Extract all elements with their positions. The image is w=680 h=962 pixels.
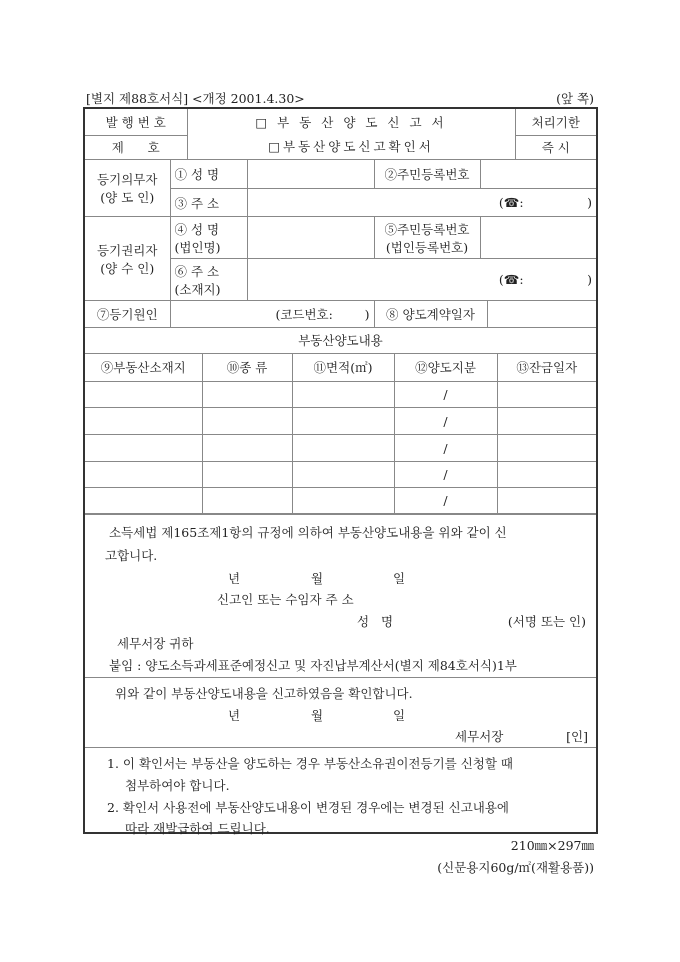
confirmation-month: 월 (311, 708, 324, 723)
title-table (85, 109, 596, 160)
confirmation-text: 위와 같이 부동산양도내용을 신고하였음을 확인합니다. (115, 686, 413, 701)
holder-name-field[interactable] (247, 217, 374, 259)
cell[interactable] (202, 382, 292, 408)
col-share: ⑫양도지분 (394, 354, 497, 382)
cell[interactable] (497, 382, 596, 408)
holder-address-label (170, 259, 247, 301)
cell[interactable]: / (394, 488, 497, 514)
obligor-name-label: ① 성 명 (170, 160, 247, 189)
holder-rrn-label (374, 217, 480, 259)
contract-date-label: ⑧ 양도계약일자 (374, 301, 487, 327)
note-2a: 2. 확인서 사용전에 부동산양도내용이 변경된 경우에는 변경된 신고내용에 (107, 800, 509, 815)
cell[interactable] (292, 382, 394, 408)
obligor-phone: (☎: ) (498, 195, 592, 210)
holder-name-label-1: ④ 성 명 (174, 221, 220, 237)
cause-label: ⑦등기원인 (85, 301, 170, 327)
declaration-month: 월 (311, 571, 324, 586)
declaration-section (85, 514, 596, 677)
table-row (85, 488, 596, 514)
cause-field[interactable] (170, 301, 374, 327)
cell[interactable] (497, 435, 596, 462)
form-header (86, 89, 594, 105)
confirmation-year: 년 (228, 708, 241, 723)
cell[interactable] (85, 408, 202, 435)
col-area: ⑪면적(㎡) (292, 354, 394, 382)
note-1b: 첨부하여야 합니다. (125, 778, 230, 793)
confirmation-section (85, 677, 596, 747)
cell[interactable]: / (394, 408, 497, 435)
cell[interactable] (497, 408, 596, 435)
holder-label (85, 217, 170, 301)
col-balance-date: ⑬잔금일자 (497, 354, 596, 382)
cause-table (85, 301, 596, 354)
declaration-year: 년 (228, 571, 241, 586)
holder-address-label-1: ⑥ 주 소 (174, 263, 220, 279)
cell[interactable] (497, 488, 596, 514)
addressee: 세무서장 귀하 (117, 636, 194, 651)
deadline-label: 처리기한 (515, 109, 596, 135)
cell[interactable]: / (394, 462, 497, 488)
reporter-address-label: 신고인 또는 수임자 주 소 (217, 592, 354, 607)
holder-address-field[interactable] (247, 259, 596, 301)
holder-name-label-2: (법인명) (174, 239, 221, 255)
col-location: ⑨부동산소재지 (85, 354, 202, 382)
note-2b: 따라 재발급하여 드립니다. (125, 821, 270, 836)
obligor-address-label: ③ 주 소 (170, 189, 247, 217)
holder-label-2: (양 수 인) (100, 260, 155, 276)
issue-no-value[interactable]: 제 호 (85, 135, 187, 159)
cell[interactable] (292, 435, 394, 462)
obligor-rrn-label: ②주민등록번호 (374, 160, 480, 189)
table-row (85, 408, 596, 435)
cell[interactable]: / (394, 382, 497, 408)
table-row (85, 435, 596, 462)
holder-phone: (☎: ) (498, 272, 592, 287)
form-title (187, 109, 515, 159)
cell[interactable] (85, 435, 202, 462)
title-confirmation[interactable]: □부동산양도신고확인서 (268, 138, 434, 154)
deadline-value: 즉 시 (515, 135, 596, 159)
holder-rrn-label-1: ⑤주민등록번호 (384, 221, 470, 237)
table-row (85, 462, 596, 488)
cell[interactable] (202, 435, 292, 462)
cell[interactable] (497, 462, 596, 488)
cell[interactable] (85, 382, 202, 408)
form-frame (83, 107, 598, 834)
signature-label[interactable]: (서명 또는 인) (507, 614, 586, 629)
issue-no-label: 발 행 번 호 (85, 109, 187, 135)
note-1a: 1. 이 확인서는 부동산을 양도하는 경우 부동산소유권이전등기를 신청할 때 (107, 756, 513, 771)
obligor-label (85, 160, 170, 217)
reporter-name-label: 성 명 (357, 614, 398, 629)
notes-section (85, 747, 596, 836)
obligor-rrn-field[interactable] (480, 160, 596, 189)
cause-code: (코드번호: ) (275, 306, 370, 322)
contract-date-field[interactable] (487, 301, 596, 327)
obligor-address-field[interactable] (247, 189, 596, 217)
obligor-label-1: 등기의무자 (97, 171, 158, 187)
attachment: 붙임 : 양도소득과세표준예정신고 및 자진납부계산서(별지 제84호서식)1부 (109, 658, 517, 673)
title-report[interactable]: □ 부 동 산 양 도 신 고 서 (255, 114, 447, 130)
seal: [인] (566, 729, 588, 744)
contents-table (85, 354, 596, 515)
cell[interactable] (85, 488, 202, 514)
table-row (85, 382, 596, 408)
holder-address-label-2: (소재지) (174, 281, 221, 297)
party-table (85, 160, 596, 302)
form-number: [별지 제88호서식] <개정 2001.4.30> (86, 91, 305, 106)
holder-rrn-label-2: (법인등록번호) (385, 239, 469, 255)
cell[interactable] (202, 408, 292, 435)
col-type: ⑩종 류 (202, 354, 292, 382)
contents-title: 부동산양도내용 (85, 327, 596, 353)
obligor-name-field[interactable] (247, 160, 374, 189)
declaration-text-1: 소득세법 제165조제1항의 규정에 의하여 부동산양도내용을 위와 같이 신 (109, 525, 507, 540)
obligor-label-2: (양 도 인) (100, 189, 155, 205)
holder-rrn-field[interactable] (480, 217, 596, 259)
cell[interactable] (202, 488, 292, 514)
cell[interactable]: / (394, 435, 497, 462)
cell[interactable] (292, 408, 394, 435)
tax-office: 세무서장 (455, 729, 504, 744)
cell[interactable] (202, 462, 292, 488)
confirmation-day: 일 (393, 708, 406, 723)
page-side: (앞 쪽) (556, 91, 594, 106)
paper-size: 210㎜×297㎜ (510, 838, 594, 853)
declaration-day: 일 (393, 571, 406, 586)
cell[interactable] (292, 462, 394, 488)
declaration-text-2: 고합니다. (105, 548, 158, 563)
holder-name-label (170, 217, 247, 259)
holder-label-1: 등기권리자 (97, 242, 158, 258)
cell[interactable] (292, 488, 394, 514)
paper-type: (신문용지60g/㎡(재활용품)) (437, 860, 594, 875)
cell[interactable] (85, 462, 202, 488)
